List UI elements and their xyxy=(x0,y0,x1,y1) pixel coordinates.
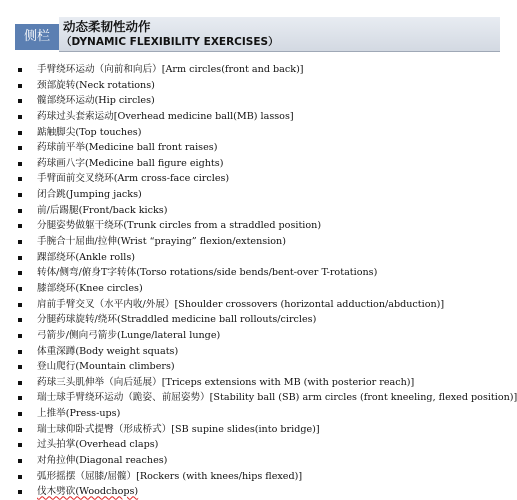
list-item xyxy=(18,187,496,203)
list-item xyxy=(18,156,496,172)
list-item-text: 药球画八字(Medicine ball figure eights) xyxy=(37,157,224,169)
list-item xyxy=(18,218,496,234)
list-item-text: 过头拍掌(Overhead claps) xyxy=(37,439,159,451)
list-item xyxy=(18,406,496,422)
bullet-icon xyxy=(18,99,22,103)
list-item xyxy=(18,281,496,297)
list-item xyxy=(18,328,496,344)
list-item xyxy=(18,265,496,281)
header-band xyxy=(59,17,500,52)
list-item xyxy=(18,297,496,313)
bullet-icon xyxy=(18,428,22,432)
list-item-text: 弓箭步/侧向弓箭步(Lunge/lateral lunge) xyxy=(37,329,221,341)
list-item xyxy=(18,484,496,500)
list-item-text: 伐木劈砍(Woodchops) xyxy=(37,486,139,498)
list-item xyxy=(18,390,517,406)
exercise-list xyxy=(18,62,517,500)
list-item xyxy=(18,250,496,266)
list-item-text: 瑞士球手臂绕环运动（跪姿、前屈姿势）[Stability ball (SB) arm circles (front kneeling, flexed position)] xyxy=(37,392,517,404)
bullet-icon xyxy=(18,412,22,416)
list-item xyxy=(18,203,496,219)
list-item xyxy=(18,171,496,187)
list-item xyxy=(18,359,496,375)
list-item xyxy=(18,469,496,485)
list-item-text: 髋部绕环运动(Hip circles) xyxy=(37,95,155,107)
list-item-text: 上推举(Press-ups) xyxy=(37,408,121,420)
bullet-icon xyxy=(18,193,22,197)
bullet-icon xyxy=(18,334,22,338)
list-item-text: 体重深蹲(Body weight squats) xyxy=(37,345,179,357)
bullet-icon xyxy=(18,177,22,181)
page-title-english: （DYNAMIC FLEXIBILITY EXERCISES） xyxy=(61,36,279,48)
bullet-icon xyxy=(18,84,22,88)
list-item-text: 药球前平举(Medicine ball front raises) xyxy=(37,142,218,154)
list-item-text: 闭合跳(Jumping jacks) xyxy=(37,189,142,201)
page-title-chinese: 动态柔韧性动作 xyxy=(63,19,151,34)
list-item-text: 转体/侧弯/俯身T字转体(Torso rotations/side bends/bent-over T-rotations) xyxy=(37,267,378,279)
list-item xyxy=(18,437,496,453)
list-item xyxy=(18,93,496,109)
bullet-icon xyxy=(18,443,22,447)
list-item xyxy=(18,344,496,360)
bullet-icon xyxy=(18,365,22,369)
list-item-text: 分腿姿势做躯干绕环(Trunk circles from a straddled position) xyxy=(37,220,322,232)
bullet-icon xyxy=(18,115,22,119)
bullet-icon xyxy=(18,162,22,166)
list-item xyxy=(18,62,496,78)
bullet-icon xyxy=(18,271,22,275)
bullet-icon xyxy=(18,68,22,72)
list-item xyxy=(18,453,496,469)
list-item-text: 对角拉伸(Diagonal reaches) xyxy=(37,455,168,467)
bullet-icon xyxy=(18,459,22,463)
list-item-text: 颈部旋转(Neck rotations) xyxy=(37,79,155,91)
list-item xyxy=(18,125,496,141)
list-item xyxy=(18,109,496,125)
bullet-icon xyxy=(18,490,22,494)
bullet-icon xyxy=(18,209,22,213)
list-item-text: 手腕合十屈曲/拉伸(Wrist “praying” flexion/extension) xyxy=(37,236,286,248)
list-item-text: 踝部绕环(Ankle rolls) xyxy=(37,251,135,263)
bullet-icon xyxy=(18,146,22,150)
bullet-icon xyxy=(18,256,22,260)
list-item-text: 药球过头套索运动[Overhead medicine ball(MB) lassos] xyxy=(37,110,294,122)
list-item-text: 前/后踢腿(Front/back kicks) xyxy=(37,204,168,216)
list-item xyxy=(18,422,496,438)
list-item-text: 瑞士球仰卧式提臀（形成桥式）[SB supine slides(into bridge)] xyxy=(37,423,320,435)
list-item-text: 分腿药球旋转/绕环(Straddled medicine ball rollouts/circles) xyxy=(37,314,317,326)
bullet-icon xyxy=(18,224,22,228)
list-item-text: 登山爬行(Mountain climbers) xyxy=(37,361,175,373)
list-item-text: 膝部绕环(Knee circles) xyxy=(37,282,143,294)
list-item-text: 手臂绕环运动（向前和向后）[Arm circles(front and back)] xyxy=(37,64,304,75)
bullet-icon xyxy=(18,475,22,479)
list-item xyxy=(18,312,496,328)
bullet-icon xyxy=(18,396,22,400)
bullet-icon xyxy=(18,287,22,291)
list-item-text: 肩前手臂交叉（水平内收/外展）[Shoulder crossovers (horizontal adduction/abduction)] xyxy=(37,298,445,310)
bullet-icon xyxy=(18,131,22,135)
list-item-text: 药球三头肌伸举（向后延展）[Triceps extensions with MB (with posterior reach)] xyxy=(37,376,415,388)
list-item xyxy=(18,140,496,156)
bullet-icon xyxy=(18,350,22,354)
bullet-icon xyxy=(18,240,22,244)
list-item xyxy=(18,375,496,391)
bullet-icon xyxy=(18,303,22,307)
sidebar-header xyxy=(0,0,500,59)
sidebar-tag: 侧栏 xyxy=(15,24,59,50)
list-item-text: 手臂面前交叉绕环(Arm cross-face circles) xyxy=(37,173,230,185)
bullet-icon xyxy=(18,381,22,385)
list-item-text: 弧形摇摆（屈膝/屈髋）[Rockers (with knees/hips flexed)] xyxy=(37,470,303,482)
list-item-text: 踮触脚尖(Top touches) xyxy=(37,126,142,138)
list-item xyxy=(18,78,496,94)
bullet-icon xyxy=(18,318,22,322)
list-item xyxy=(18,234,496,250)
